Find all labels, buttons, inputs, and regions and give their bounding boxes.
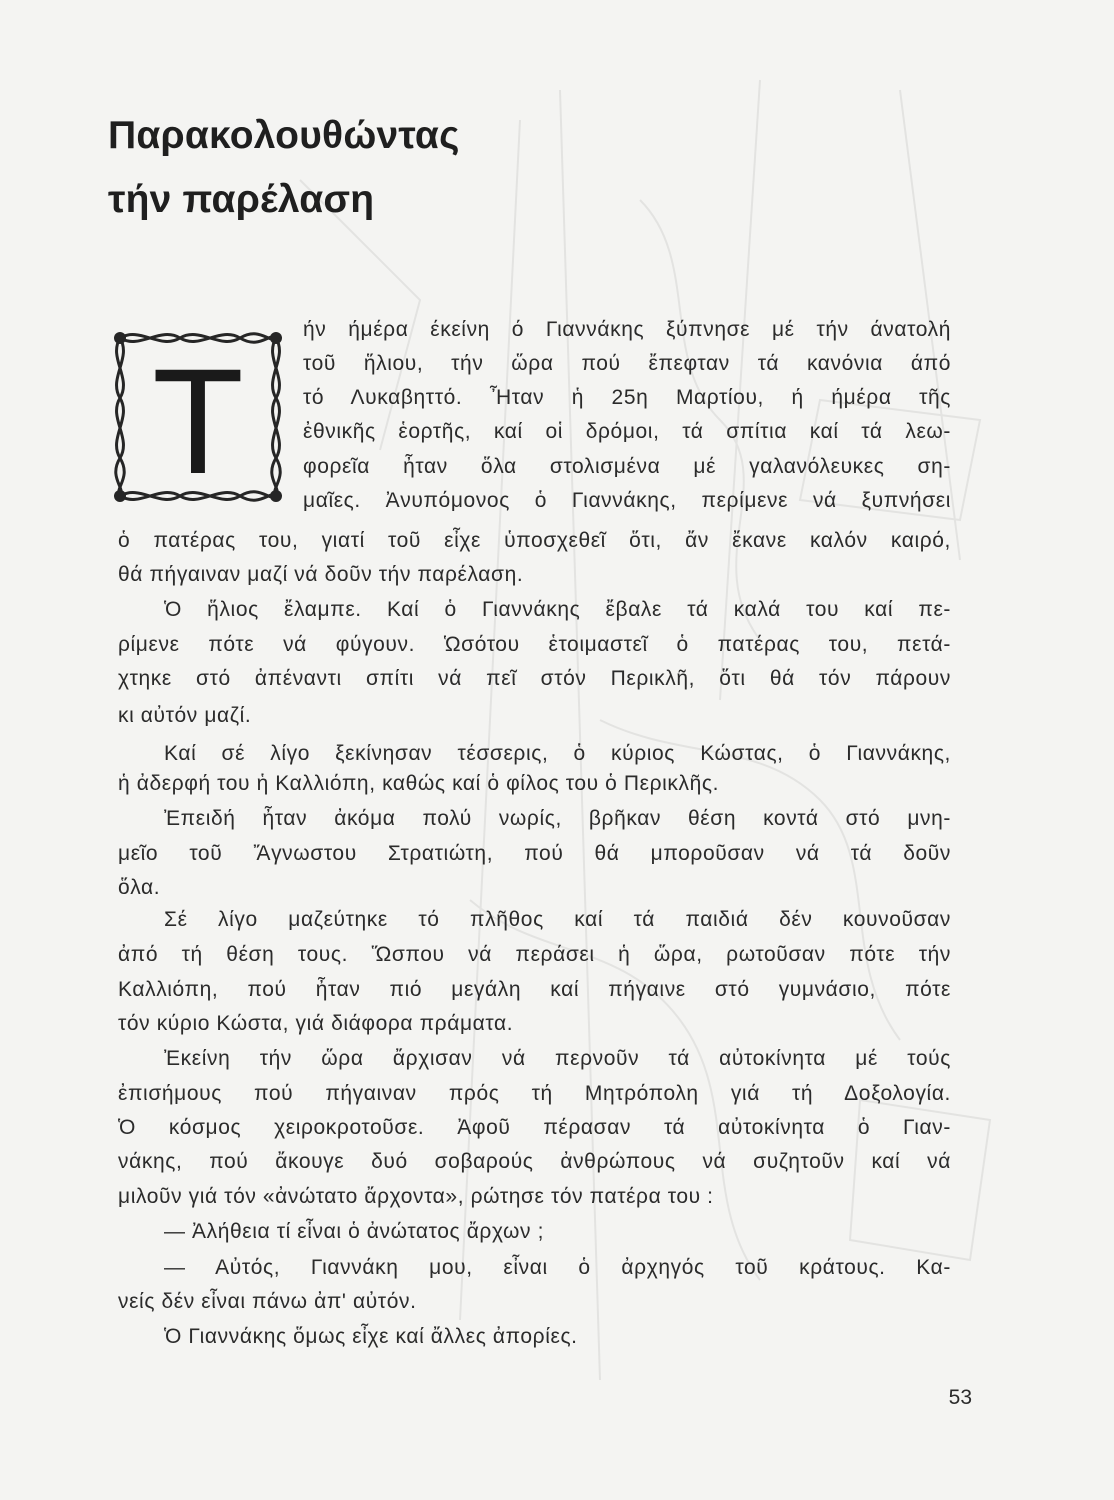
drop-cap-letter: Τ	[152, 337, 244, 505]
body-line: Σέ λίγο μαζεύτηκε τό πλῆθος καί τά παιδιά δέν κουνοῦσαν	[164, 908, 951, 931]
body-line: Καί σέ λίγο ξεκίνησαν τέσσερις, ὁ κύριος Κώστας, ὁ Γιαννάκης,	[164, 742, 951, 765]
chapter-title	[108, 104, 708, 232]
body-line: νείς δέν εἶναι πάνω ἀπ' αὐτόν.	[118, 1290, 417, 1313]
body-line: Ἐκείνη τήν ὥρα ἄρχισαν νά περνοῦν τά αὐτοκίνητα μέ τούς	[164, 1047, 951, 1070]
body-line: Ὁ ἥλιος ἔλαμπε. Καί ὁ Γιαννάκης ἔβαλε τά καλά του καί πε-	[164, 598, 951, 621]
body-line: κι αὐτόν μαζί.	[118, 704, 252, 727]
page-number: 53	[948, 1386, 972, 1409]
body-line: ὁ πατέρας του, γιατί τοῦ εἶχε ὑποσχεθεῖ ὅτι, ἄν ἔκανε καλόν καιρό,	[118, 529, 951, 552]
body-line: ὅλα.	[118, 876, 161, 899]
body-line: τόν κύριο Κώστα, γιά διάφορα πράματα.	[118, 1012, 514, 1035]
body-line: — Αὐτός, Γιαννάκη μου, εἶναι ὁ ἀρχηγός τοῦ κράτους. Κα-	[164, 1256, 951, 1279]
body-line: μιλοῦν γιά τόν «ἀνώτατο ἄρχοντα», ρώτησε τόν πατέρα του :	[118, 1185, 714, 1208]
body-line: νάκης, πού ἄκουγε δυό σοβαρούς ἀνθρώπους νά συζητοῦν καί νά	[118, 1150, 951, 1173]
body-line: μαῖες. Ἀνυπόμονος ὁ Γιαννάκης, περίμενε νά ξυπνήσει	[303, 489, 951, 512]
body-line: τοῦ ἥλιου, τήν ὥρα πού ἔπεφταν τά κανόνια άπό	[303, 352, 951, 375]
body-line: θά πήγαιναν μαζί νά δοῦν τήν παρέλαση.	[118, 563, 524, 586]
body-line: χτηκε στό ἀπέναντι σπίτι νά πεῖ στόν Περικλῆ, ὅτι θά τόν πάρουν	[118, 667, 951, 690]
body-line: Ἐπειδή ἦταν ἀκόμα πολύ νωρίς, βρῆκαν θέση κοντά στό μνη-	[164, 807, 951, 830]
chapter-title-line-1: Παρακολουθώντας	[108, 114, 460, 157]
body-line: φορεῖα ἦταν ὅλα στολισμένα μέ γαλανόλευκες ση-	[303, 455, 951, 478]
body-line: Καλλιόπη, πού ἦταν πιό μεγάλη καί πήγαινε στό γυμνάσιο, πότε	[118, 978, 951, 1001]
body-line: Ὁ Γιαννάκης ὅμως εἶχε καί ἄλλες ἀπορίες.	[164, 1325, 578, 1348]
body-line: ρίμενε πότε νά φύγουν. Ὡσότου ἑτοιμαστεῖ ὁ πατέρας του, πετά-	[118, 633, 951, 656]
body-line: ἡ ἀδερφή του ἡ Καλλιόπη, καθώς καί ὁ φίλος του ὁ Περικλῆς.	[118, 772, 720, 795]
body-line: Ὁ κόσμος χειροκροτοῦσε. Ἀφοῦ πέρασαν τά αὐτοκίνητα ὁ Γιαν-	[118, 1116, 951, 1139]
body-line: ήν ήμέρα έκείνη ό Γιαννάκης ξύπνησε μέ τήν άνατολή	[303, 318, 951, 341]
body-line: μεῖο τοῦ Ἄγνωστου Στρατιώτη, πού θά μποροῦσαν νά τά δοῦν	[118, 842, 951, 865]
body-line: — Ἀλήθεια τί εἶναι ὁ ἀνώτατος ἄρχων ;	[164, 1220, 544, 1243]
body-line: ἐπισήμους πού πήγαιναν πρός τή Μητρόπολη γιά τή Δοξολογία.	[118, 1082, 951, 1105]
chapter-title-line-2: τήν παρέλαση	[108, 178, 375, 221]
body-line: τό Λυκαβηττό. Ἦταν ἡ 25η Μαρτίου, ή ήμέρα τῆς	[303, 386, 951, 409]
body-line: ἀπό τή θέση τους. Ὥσπου νά περάσει ἡ ὥρα, ρωτοῦσαν πότε τήν	[118, 943, 951, 966]
drop-cap	[110, 324, 286, 510]
body-line: ἐθνικῆς ἑορτῆς, καί οἱ δρόμοι, τά σπίτια καί τά λεω-	[303, 420, 951, 443]
